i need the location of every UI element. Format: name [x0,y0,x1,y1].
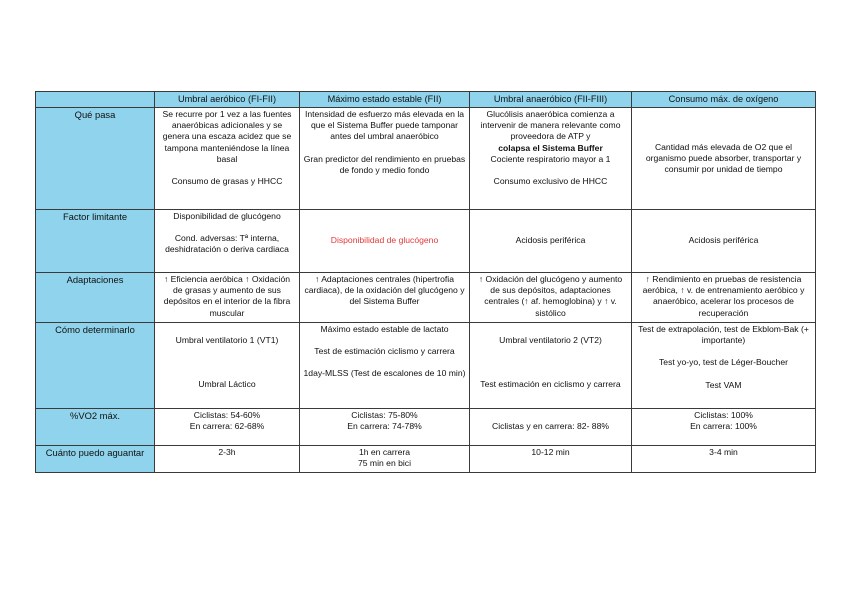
cell-que-pasa-anaerobico [470,108,632,210]
cell-text: En carrera: 62-68% [189,421,265,432]
cell-como-vo2max [632,323,816,409]
cell-text: 1day-MLSS (Test de escalones de 10 min) [303,368,466,379]
header-empty [36,92,155,108]
row-factor-limitante [36,210,816,273]
cell-cuanto-anaerobico: 10-12 min [470,446,632,473]
row-vo2max [36,409,816,446]
cell-como-mee [300,323,470,409]
cell-vo2-mee [300,409,470,446]
cell-text: Consumo exclusivo de HHCC [493,176,608,187]
cell-adapt-aerobico: ↑ Eficiencia aeróbica ↑ Oxidación de grasas y aumento de sus depósitos en el interior de la fibra muscular [155,273,300,323]
cell-text: Gran predictor del rendimiento en pruebas de fondo y medio fondo [303,153,466,175]
cell-vo2-vo2max [632,409,816,446]
cell-factor-anaerobico: Acidosis periférica [470,210,632,273]
cell-text: 75 min en bici [357,458,412,469]
cell-text: Ciclistas: 54-60% [193,410,261,420]
cell-text: En carrera: 100% [690,421,757,432]
cell-text: Ciclistas: 100% [694,410,753,420]
cell-text: Test de estimación ciclismo y carrera [314,346,455,357]
cell-factor-mee: Disponibilidad de glucógeno [300,210,470,273]
cell-como-anaerobico [470,323,632,409]
cell-que-pasa-mee [300,108,470,210]
cell-text: Se recurre por 1 vez a las fuentes anaeróbicas adicionales y se genera una escaza acidez que se tampona manteniéndose la línea basal [162,109,292,164]
cell-cuanto-aerobico: 2-3h [155,446,300,473]
cell-text: Test estimación en ciclismo y carrera [480,379,621,390]
row-cuanto-aguantar [36,446,816,473]
cell-text: Test de extrapolación, test de Ekblom-Bak (+ importante) [638,324,809,346]
cell-adapt-vo2max: ↑ Rendimiento en pruebas de resistencia aeróbica, ↑ v. de entrenamiento aeróbico y anaeróbico, acelerar los procesos de recuperación [632,273,816,323]
row-label-que-pasa: Qué pasa [36,108,155,210]
cell-cuanto-mee [300,446,470,473]
cell-text: Glucólisis anaeróbica comienza a intervenir de manera relevante como proveedora de ATP y [480,109,621,142]
row-como-determinarlo [36,323,816,409]
cell-text: Cond. adversas: Tª interna, deshidratación o deriva cardiaca [165,233,289,255]
cell-text: Umbral ventilatorio 2 (VT2) [499,335,602,345]
cell-text: Ciclistas: 75-80% [351,410,418,420]
cell-que-pasa-vo2max [632,108,816,210]
cell-factor-aerobico [155,210,300,273]
cell-text: Máximo estado estable de lactato [320,324,449,334]
row-label-vo2max: %VO2 máx. [36,409,155,446]
row-adaptaciones [36,273,816,323]
cell-text: 1h en carrera [358,447,411,457]
cell-vo2-aerobico [155,409,300,446]
cell-text: Cantidad más elevada de O2 que el organismo puede absorber, transportar y consumir por unidad de tiempo [645,141,802,175]
cell-text: En carrera: 74-78% [347,421,422,432]
cell-text: Cociente respiratorio mayor a 1 [490,153,611,164]
header-umbral-aerobico: Umbral aeróbico (FI-FII) [155,92,300,108]
cell-text: Consumo de grasas y HHCC [171,176,283,187]
cell-text-bold: colapsa el Sistema Buffer [498,142,603,153]
cell-text: Test VAM [705,379,742,390]
header-umbral-anaerobico: Umbral anaeróbico (FII-FIII) [470,92,632,108]
cell-text: Intensidad de esfuerzo más elevada en la que el Sistema Buffer puede tamponar antes del umbral anaeróbico [304,109,465,142]
comparison-table [35,91,816,473]
cell-vo2-anaerobico: Ciclistas y en carrera: 82- 88% [470,409,632,446]
header-consumo-maximo: Consumo máx. de oxígeno [632,92,816,108]
cell-text: Test yo-yo, test de Léger-Boucher [659,357,788,368]
row-label-adaptaciones: Adaptaciones [36,273,155,323]
cell-cuanto-vo2max: 3-4 min [632,446,816,473]
cell-adapt-mee: ↑ Adaptaciones centrales (hipertrofia cardiaca), de la oxidación del glucógeno y del Sistema Buffer [300,273,470,323]
cell-text: Umbral Láctico [198,379,256,390]
cell-como-aerobico [155,323,300,409]
row-label-cuanto-aguantar: Cuánto puedo aguantar [36,446,155,473]
cell-text: Disponibilidad de glucógeno [173,211,281,221]
cell-factor-vo2max: Acidosis periférica [632,210,816,273]
cell-adapt-anaerobico: ↑ Oxidación del glucógeno y aumento de sus depósitos, adaptaciones centrales (↑ af. hemoglobina) y ↑ v. sistólico [470,273,632,323]
cell-que-pasa-aerobico [155,108,300,210]
header-row [36,92,816,108]
row-label-factor-limitante: Factor limitante [36,210,155,273]
cell-text: Umbral ventilatorio 1 (VT1) [175,335,279,345]
row-que-pasa [36,108,816,210]
row-label-como-determinarlo: Cómo determinarlo [36,323,155,409]
header-maximo-estado-estable: Máximo estado estable (FII) [300,92,470,108]
